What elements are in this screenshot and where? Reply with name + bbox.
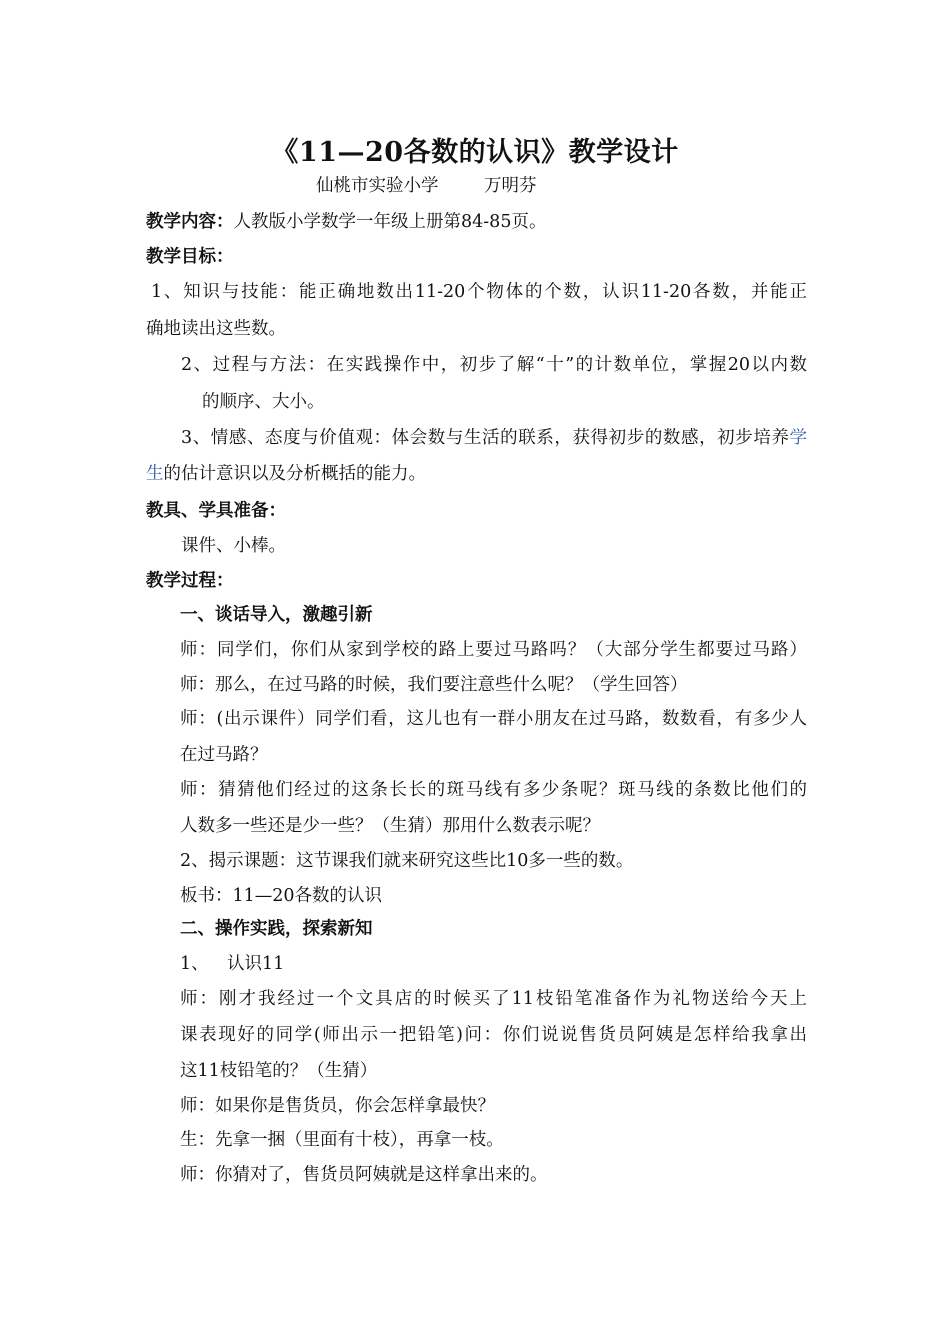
section-2-para-2: 师：如果你是售货员，你会怎样拿最快？ [180, 1096, 495, 1116]
section-1-para-3-line-2: 在过马路？ [180, 745, 268, 765]
goal-3-highlight-a: 学 [789, 428, 807, 448]
section-1-para-1: 师：同学们，你们从家到学校的路上要过马路吗？（大部分学生都要过马路） [180, 640, 807, 660]
content-line [146, 210, 546, 234]
section-2-para-1-line-2: 课表现好的同学(师出示一把铅笔)问：你们说说售货员阿姨是怎样给我拿出 [180, 1025, 807, 1045]
section-1-para-2: 师：那么，在过马路的时候，我们要注意些什么呢？（学生回答） [180, 675, 688, 695]
section-1-para-3-line-1: 师：(出示课件）同学们看，这儿也有一群小朋友在过马路，数数看，有多少人 [180, 709, 807, 729]
section-2-item-1-title: 认识11 [227, 954, 285, 974]
goals-label: 教学目标： [146, 247, 234, 267]
goal-3-line-1 [181, 426, 807, 450]
goal-1-line-1: 1、知识与技能：能正确地数出11-20个物体的个数，认识11-20各数，并能正 [151, 282, 807, 302]
section-1-para-4-line-1: 师：猜猜他们经过的这条长长的斑马线有多少条呢？斑马线的条数比他们的 [180, 780, 807, 800]
section-1-heading: 一、谈话导入，激趣引新 [180, 605, 373, 625]
document-title: 《11—20各数的认识》教学设计 [271, 137, 679, 168]
section-2-para-3: 生：先拿一捆（里面有十枝），再拿一枝。 [180, 1130, 504, 1150]
author-name: 万明芬 [484, 176, 537, 196]
goal-2-line-1: 2、过程与方法：在实践操作中，初步了解“十”的计数单位，掌握20以内数 [181, 355, 807, 375]
goal-3-text: 3、情感、态度与价值观：体会数与生活的联系，获得初步的数感，初步培养 [181, 428, 790, 448]
section-2-heading: 二、操作实践，探索新知 [180, 919, 373, 939]
section-2-para-4: 师：你猜对了，售货员阿姨就是这样拿出来的。 [180, 1165, 548, 1185]
goal-3-text-2: 的估计意识以及分析概括的能力。 [163, 464, 426, 484]
goal-3-highlight-b: 生 [146, 464, 164, 484]
goal-2-line-2: 的顺序、大小。 [202, 392, 325, 412]
content-text: 人教版小学数学一年级上册第84-85页。 [233, 212, 547, 232]
process-label: 教学过程： [146, 571, 234, 591]
section-2-para-1-line-3: 这11枝铅笔的？（生猜） [180, 1061, 378, 1081]
section-1-para-5: 2、揭示课题：这节课我们就来研究这些比10多一些的数。 [180, 851, 634, 871]
goal-3-line-2 [146, 462, 426, 486]
tools-label: 教具、学具准备： [146, 501, 286, 521]
content-label: 教学内容： [146, 212, 234, 232]
tools-text: 课件、小棒。 [181, 536, 286, 556]
section-1-para-4-line-2: 人数多一些还是少一些？（生猜）那用什么数表示呢？ [180, 816, 600, 836]
section-1-para-6: 板书：11—20各数的认识 [180, 886, 383, 906]
section-2-item-1-number: 1、 [180, 954, 209, 974]
author-school: 仙桃市实验小学 [316, 176, 439, 196]
section-2-para-1-line-1: 师：刚才我经过一个文具店的时候买了11枝铅笔准备作为礼物送给今天上 [180, 989, 807, 1009]
goal-1-line-2: 确地读出这些数。 [146, 319, 286, 339]
